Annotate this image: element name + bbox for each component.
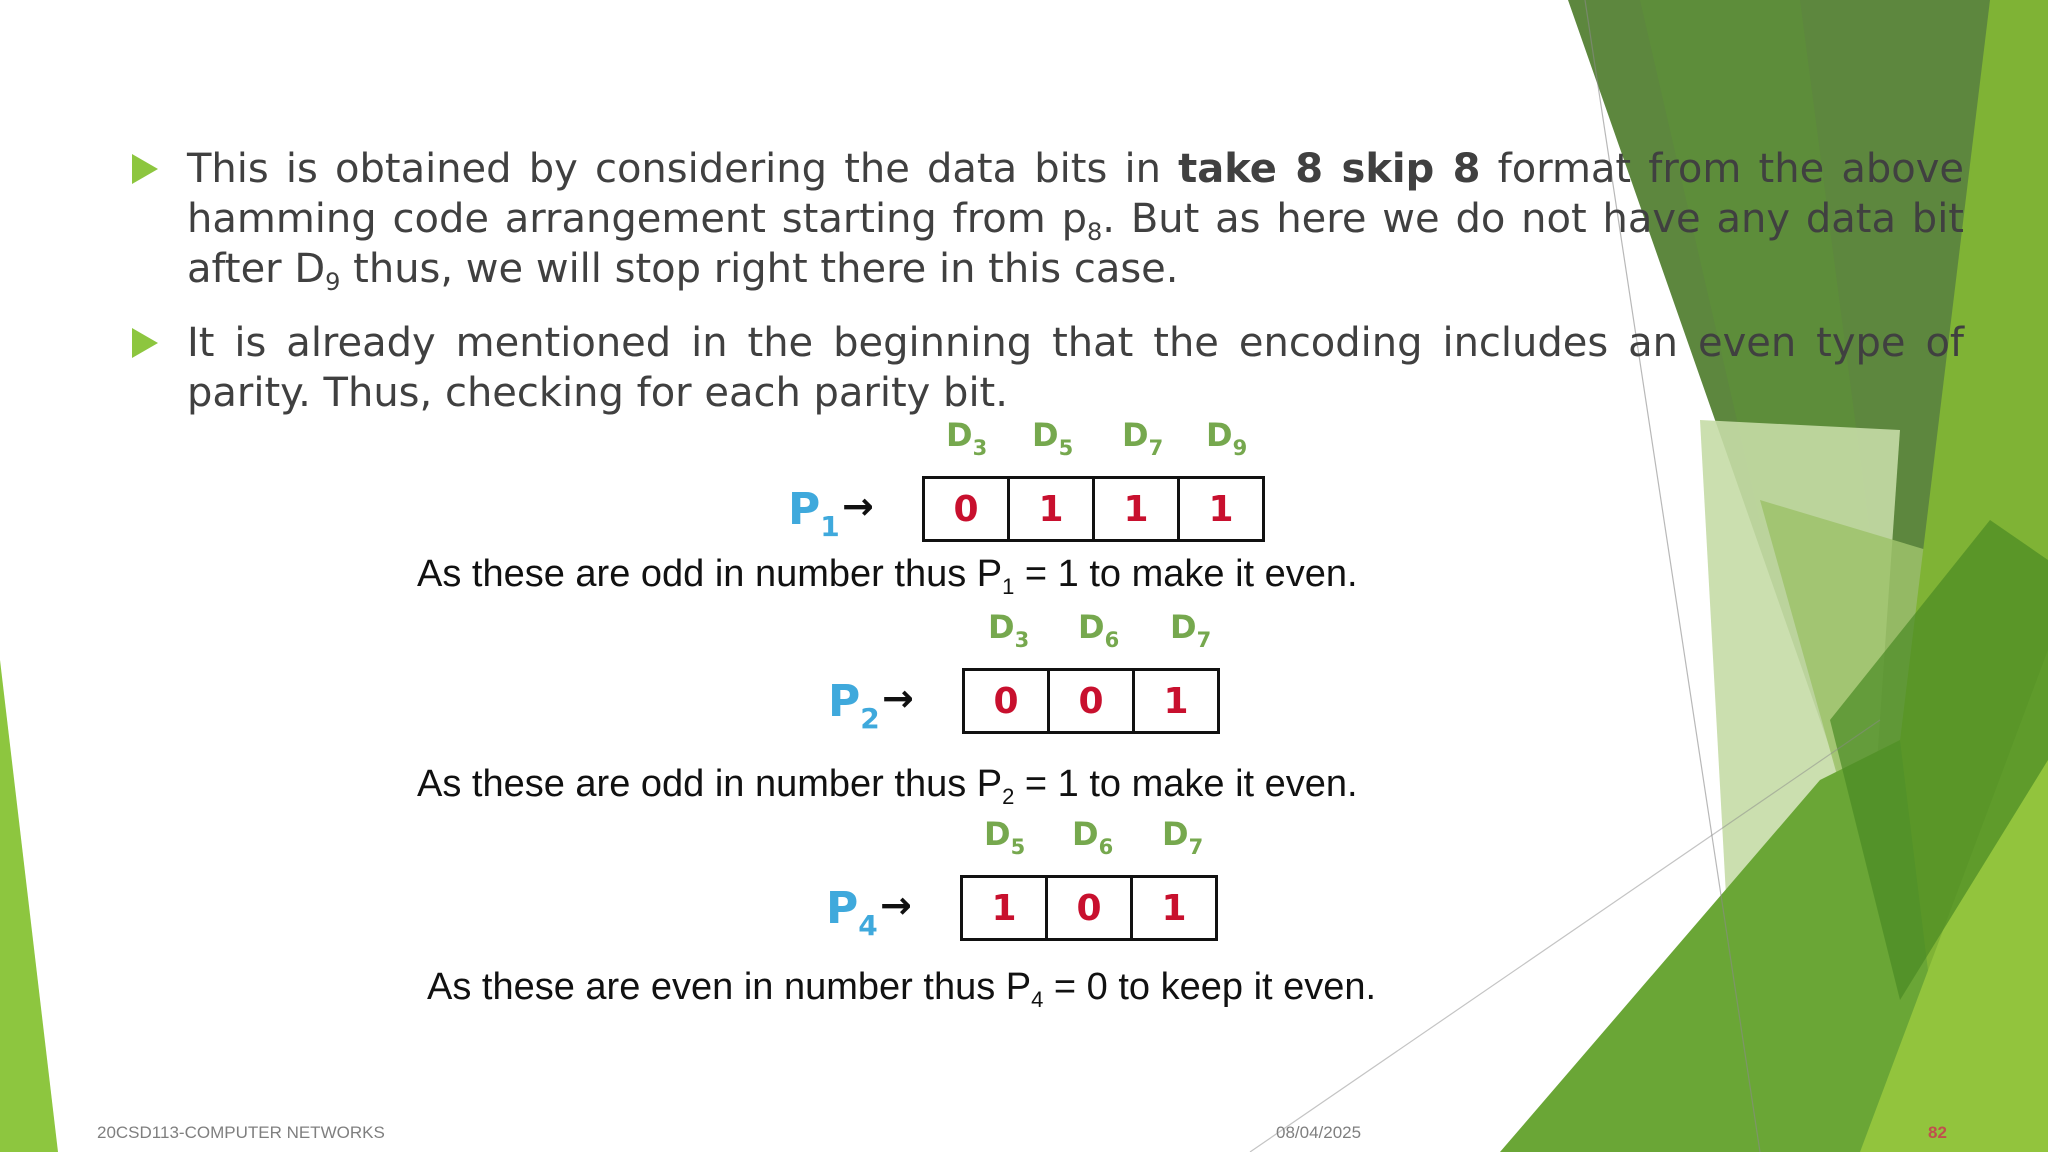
bit-cell: 0 (1045, 878, 1130, 938)
data-bit-label: $D_7$ (1170, 608, 1212, 652)
parity-diagram-p1 (782, 416, 1262, 546)
caption-p2: As these are odd in number thus $P_2 = 1$ to make it even. (417, 763, 1358, 809)
data-bit-label: $D_6$ (1072, 815, 1114, 859)
bullet-item-1: This is obtained by considering the data bits in take 8 skip 8 format from the above hamming code arrangement starting from $p_8$. But as here we do not have any data bit after $D_9$ thus, we will stop right there in this case. (130, 144, 1964, 294)
left-green-sliver (0, 660, 58, 1152)
data-bit-label: $D_9$ (1206, 416, 1248, 460)
footer-date: 08/04/2025 (1276, 1123, 1362, 1142)
parity-label: $P_1$ (788, 484, 840, 543)
bit-cell: 1 (1132, 671, 1217, 731)
parity-label: $P_2$ (828, 676, 880, 735)
data-bit-label: $D_5$ (1032, 416, 1074, 460)
footer-course: 20CSD113-COMPUTER NETWORKS (97, 1123, 385, 1142)
right-arrow-icon: → (882, 676, 914, 720)
bit-cells (960, 875, 1218, 941)
bit-cell: 1 (1130, 878, 1215, 938)
bit-cell: 0 (1047, 671, 1132, 731)
data-bit-label: $D_3$ (988, 608, 1030, 652)
data-bit-label: $D_7$ (1162, 815, 1204, 859)
caption-p4: As these are even in number thus $P_4 = 0$ to keep it even. (427, 966, 1377, 1012)
bullet-arrow-icon (132, 328, 158, 358)
parity-diagram-p4 (820, 815, 1240, 945)
right-arrow-icon: → (842, 484, 874, 528)
parity-diagram-p2 (822, 608, 1242, 738)
bullet-list (130, 144, 1964, 418)
data-bit-label: $D_6$ (1078, 608, 1120, 652)
bit-cell: 1 (1177, 479, 1262, 539)
page-number: 82 (1928, 1123, 1947, 1142)
bit-cell: 1 (1007, 479, 1092, 539)
parity-label: $P_4$ (826, 883, 878, 942)
bullet-arrow-icon (132, 154, 158, 184)
right-arrow-icon: → (880, 883, 912, 927)
bit-cell: 0 (953, 488, 979, 530)
bit-cells (962, 668, 1220, 734)
bullet-item-2: It is already mentioned in the beginning that the encoding includes an even type of parity. Thus, checking for each parity bit. (130, 318, 1964, 418)
bit-cells (922, 476, 1265, 542)
bit-cell: 0 (993, 680, 1019, 722)
bit-cell: 1 (1092, 479, 1177, 539)
data-bit-label: $D_7$ (1122, 416, 1164, 460)
caption-p1: As these are odd in number thus $P_1 = 1$ to make it even. (417, 553, 1358, 599)
bit-cell: 1 (991, 887, 1017, 929)
data-bit-label: $D_5$ (984, 815, 1026, 859)
data-bit-label: $D_3$ (946, 416, 988, 460)
